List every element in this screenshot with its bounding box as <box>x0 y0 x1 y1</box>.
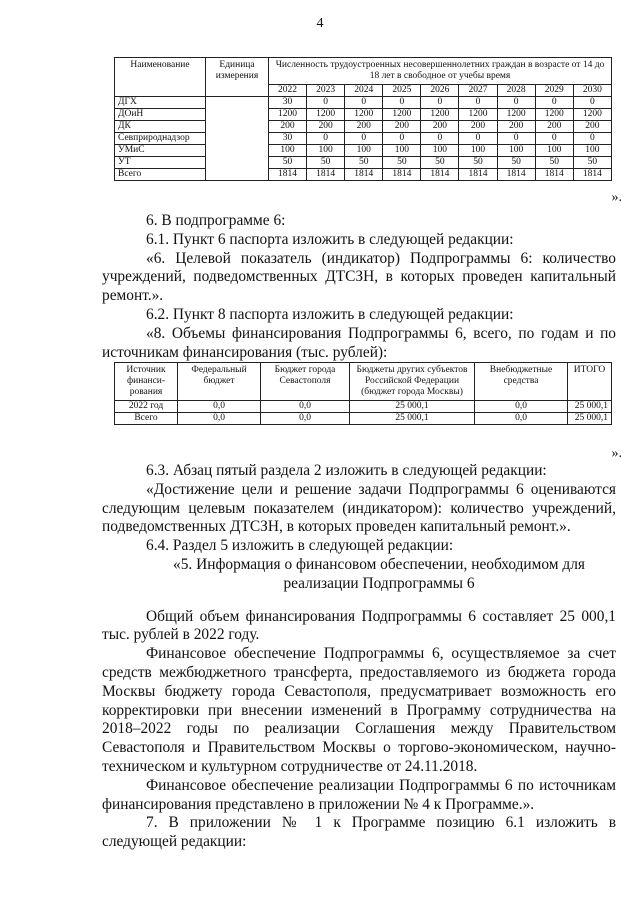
table-cell: 1200 <box>383 109 421 121</box>
table-cell: 0 <box>497 97 535 109</box>
table-cell: 0 <box>307 133 345 145</box>
table-cell: 30 <box>269 97 307 109</box>
table-row <box>115 169 612 181</box>
year-header: 2028 <box>497 85 535 97</box>
row-name: ДК <box>115 121 206 133</box>
table-cell: 200 <box>383 121 421 133</box>
row-unit <box>206 121 269 133</box>
financing-table <box>114 362 612 425</box>
table-cell: 1200 <box>497 109 535 121</box>
header-source: Источник финанси-рования <box>115 363 178 401</box>
table-cell: 100 <box>459 145 497 157</box>
table-cell: 0 <box>535 97 573 109</box>
table-row <box>115 133 612 145</box>
table-cell: 50 <box>269 157 307 169</box>
header-extrabudget: Внебюджетные средства <box>475 363 568 401</box>
table-cell: 0 <box>307 97 345 109</box>
table-row <box>115 109 612 121</box>
paragraph: 6.1. Пункт 6 паспорта изложить в следующей редакции: <box>146 230 514 248</box>
table-cell: 200 <box>421 121 459 133</box>
header-total: ИТОГО <box>568 363 612 401</box>
paragraph: Финансовое обеспечение реализации Подпрограммы 6 по источникам финансирования представлено в приложении № 4 к Программе.». <box>102 776 616 813</box>
row-name: Всего <box>115 169 206 181</box>
header-other-subjects: Бюджеты других субъектов Российской Федерации (бюджет города Москвы) <box>350 363 475 401</box>
table-cell: 100 <box>497 145 535 157</box>
header-unit: Единица измерения <box>206 58 269 97</box>
header-federal: Федеральный бюджет <box>178 363 261 401</box>
paragraph: «Достижение цели и решение задачи Подпрограммы 6 оцениваются следующим целевым показателем (индикатором): количество учреждений, подведомственных ДТСЗН, в которых проведен капитальный ремонт.». <box>102 480 616 536</box>
text-block-1 <box>102 212 616 362</box>
table-cell: 100 <box>345 145 383 157</box>
table-cell: 50 <box>459 157 497 169</box>
table-cell: 25 000,1 <box>350 413 475 425</box>
table-cell: 200 <box>497 121 535 133</box>
table-row <box>115 401 612 413</box>
table-cell: 0 <box>573 97 611 109</box>
table-cell: 0,0 <box>178 401 261 413</box>
row-unit <box>206 133 269 145</box>
paragraph: Общий объем финансирования Подпрограммы 6 составляет 25 000,1 тыс. рублей в 2022 году. <box>102 607 616 644</box>
table-cell: Всего <box>115 413 178 425</box>
paragraph: «6. Целевой показатель (индикатор) Подпрограммы 6: количество учреждений, подведомственных ДТСЗН, в которых проведен капитальный ремонт.». <box>102 249 616 305</box>
table-cell: 0 <box>573 133 611 145</box>
year-header: 2024 <box>345 85 383 97</box>
row-name: Севприроднадзор <box>115 133 206 145</box>
table-cell: 200 <box>307 121 345 133</box>
table-cell: 100 <box>307 145 345 157</box>
table-cell: 200 <box>269 121 307 133</box>
table-cell: 100 <box>269 145 307 157</box>
section-heading: «5. Информация о финансовом обеспечении, необходимом для <box>173 555 585 573</box>
row-name: ДОиН <box>115 109 206 121</box>
paragraph: 7. В приложении № 1 к Программе позицию 6.1 изложить в следующей редакции: <box>102 814 616 851</box>
table-cell: 50 <box>383 157 421 169</box>
table-cell: 1814 <box>459 169 497 181</box>
table-cell: 1200 <box>573 109 611 121</box>
table-cell: 1200 <box>307 109 345 121</box>
year-header: 2025 <box>383 85 421 97</box>
text-block-2 <box>102 462 616 852</box>
table-cell: 1814 <box>383 169 421 181</box>
table-cell: 0 <box>421 97 459 109</box>
closing-quote: ». <box>611 190 622 205</box>
table-cell: 1814 <box>573 169 611 181</box>
table-cell: 200 <box>459 121 497 133</box>
row-name: ДГХ <box>115 97 206 109</box>
table-cell: 100 <box>383 145 421 157</box>
row-unit <box>206 169 269 181</box>
table-cell: 1200 <box>421 109 459 121</box>
paragraph: «8. Объемы финансирования Подпрограммы 6, всего, по годам и по источникам финансирования (тыс. рублей): <box>102 324 616 361</box>
year-header: 2030 <box>573 85 611 97</box>
table-cell: 0 <box>535 133 573 145</box>
table-cell: 1200 <box>345 109 383 121</box>
table-cell: 1814 <box>535 169 573 181</box>
table-cell: 50 <box>535 157 573 169</box>
table-cell: 0 <box>459 133 497 145</box>
table-cell: 25 000,1 <box>568 401 612 413</box>
row-unit <box>206 109 269 121</box>
table-row <box>115 145 612 157</box>
table-cell: 0 <box>459 97 497 109</box>
table-cell: 0 <box>497 133 535 145</box>
paragraph: 6.3. Абзац пятый раздела 2 изложить в следующей редакции: <box>146 462 547 479</box>
table-cell: 50 <box>421 157 459 169</box>
table-cell: 1200 <box>535 109 573 121</box>
row-unit <box>206 97 269 109</box>
paragraph: 6.4. Раздел 5 изложить в следующей редакции: <box>146 537 454 555</box>
table-cell: 1814 <box>307 169 345 181</box>
table-cell: 0,0 <box>261 401 350 413</box>
table-cell: 200 <box>573 121 611 133</box>
table-cell: 0,0 <box>261 413 350 425</box>
employment-table <box>114 57 612 181</box>
table-row <box>115 121 612 133</box>
year-header: 2023 <box>307 85 345 97</box>
table-cell: 0 <box>345 97 383 109</box>
table-row <box>115 413 612 425</box>
row-unit <box>206 145 269 157</box>
table-row <box>115 97 612 109</box>
header-sevastopol: Бюджет города Севастополя <box>261 363 350 401</box>
table-cell: 200 <box>535 121 573 133</box>
table-cell: 1200 <box>459 109 497 121</box>
table-cell: 25 000,1 <box>350 401 475 413</box>
table-cell: 0,0 <box>475 413 568 425</box>
table-cell: 1200 <box>269 109 307 121</box>
table-cell: 50 <box>573 157 611 169</box>
page-number: 4 <box>316 16 324 31</box>
table-row <box>115 157 612 169</box>
paragraph: 6.2. Пункт 8 паспорта изложить в следующей редакции: <box>146 305 514 323</box>
paragraph: 6. В подпрограмме 6: <box>146 212 286 229</box>
table-cell: 0 <box>383 97 421 109</box>
table-cell: 0,0 <box>475 401 568 413</box>
table-cell: 100 <box>421 145 459 157</box>
table-cell: 1814 <box>421 169 459 181</box>
table-cell: 0 <box>383 133 421 145</box>
table-cell: 50 <box>497 157 535 169</box>
table-cell: 30 <box>269 133 307 145</box>
table-cell: 100 <box>573 145 611 157</box>
row-name: УТ <box>115 157 206 169</box>
header-name: Наименование <box>115 58 206 97</box>
table-cell: 0,0 <box>178 413 261 425</box>
row-name: УМиС <box>115 145 206 157</box>
table-cell: 100 <box>535 145 573 157</box>
table-cell: 50 <box>307 157 345 169</box>
table-cell: 200 <box>345 121 383 133</box>
section-heading: реализации Подпрограммы 6 <box>283 574 475 592</box>
year-header: 2022 <box>269 85 307 97</box>
table-cell: 1814 <box>345 169 383 181</box>
table-cell: 2022 год <box>115 401 178 413</box>
table-cell: 25 000,1 <box>568 413 612 425</box>
closing-quote: ». <box>611 446 622 461</box>
table-cell: 1814 <box>269 169 307 181</box>
table-cell: 50 <box>345 157 383 169</box>
year-header: 2027 <box>459 85 497 97</box>
year-header: 2029 <box>535 85 573 97</box>
table-cell: 1814 <box>497 169 535 181</box>
table-cell: 0 <box>345 133 383 145</box>
row-unit <box>206 157 269 169</box>
year-header: 2026 <box>421 85 459 97</box>
header-count: Численность трудоустроенных несовершеннолетних граждан в возрасте от 14 до 18 лет в свободное от учебы время <box>269 58 612 85</box>
paragraph: Финансовое обеспечение Подпрограммы 6, осуществляемое за счет средств межбюджетного трансферта, предоставляемого из бюджета города Москвы бюджету города Севастополя, предусматривает возможность его корректировки при внесении изменений в Программу сотрудничества на 2018–2022 годы по реализации Соглашения между Правительством Севастополя и Правительством Москвы о торгово-экономическом, научно-техническом и культурном сотрудничестве от 24.11.2018. <box>102 645 616 775</box>
table-cell: 0 <box>421 133 459 145</box>
